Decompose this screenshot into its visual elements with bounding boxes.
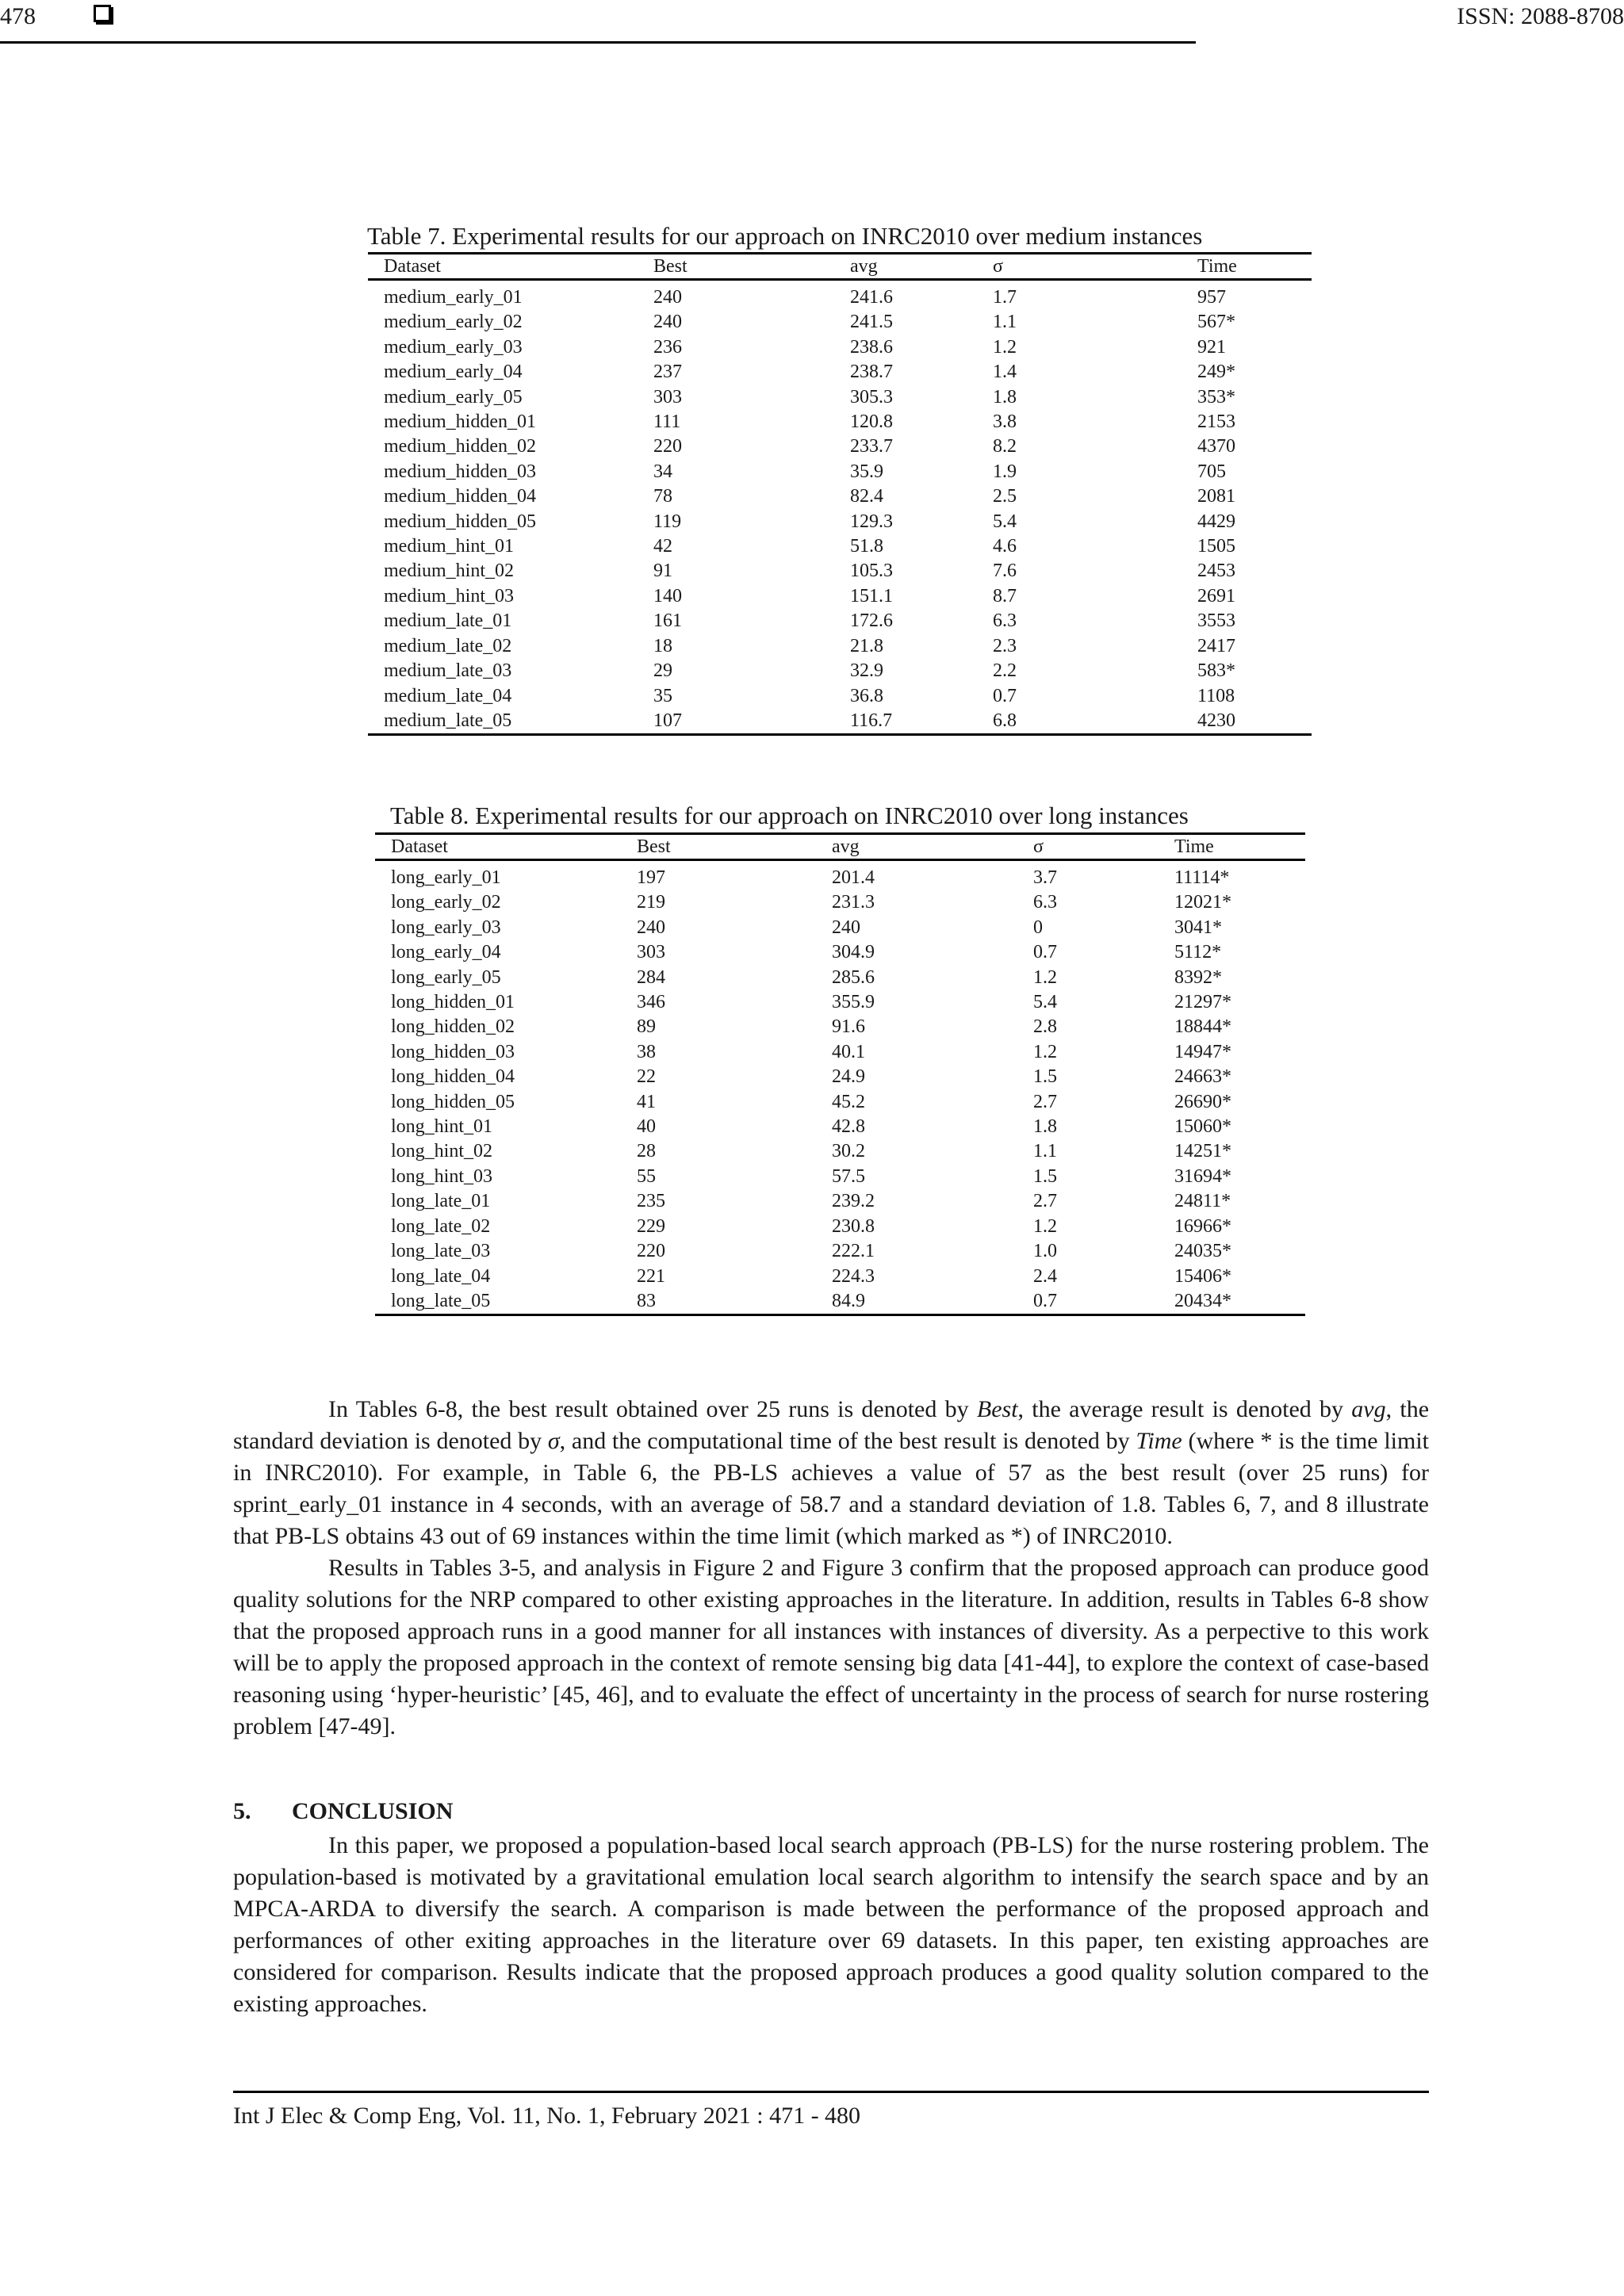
table7-column-header: avg [834, 254, 977, 280]
table-row [375, 1265, 1305, 1289]
table-cell: 1.2 [993, 336, 1017, 358]
table-cell: 26690* [1174, 1091, 1231, 1112]
table-cell: 2417 [1197, 635, 1235, 656]
table-cell: 11114* [1174, 867, 1230, 888]
table-cell: 84.9 [816, 1289, 1017, 1315]
table-row [375, 966, 1305, 990]
table-cell: medium_hidden_01 [384, 411, 536, 433]
table7-body [368, 280, 1312, 735]
table-cell: long_early_02 [391, 892, 501, 913]
table-cell: 221 [637, 1265, 665, 1287]
table-cell: long_hint_01 [391, 1116, 493, 1138]
table-cell: 237 [653, 362, 682, 383]
table-cell: 4370 [1197, 436, 1235, 457]
table-cell: medium_hidden_02 [384, 436, 536, 457]
table-cell: 230.8 [832, 1215, 875, 1237]
table-cell: 201.4 [832, 867, 875, 888]
table-row [368, 659, 1312, 683]
table-cell: 1.2 [1033, 966, 1057, 988]
table-cell: 0.7 [1033, 942, 1057, 963]
table-cell: 3.8 [993, 411, 1017, 433]
table-row [375, 990, 1305, 1015]
table-cell: 105.3 [850, 561, 893, 582]
table-cell: 7.6 [993, 561, 1017, 582]
table-row [375, 1289, 1305, 1315]
table-cell: 24811* [1174, 1191, 1231, 1212]
table-cell: 2.8 [1033, 1016, 1057, 1038]
table-row [368, 709, 1312, 735]
table-cell: 36.8 [850, 685, 883, 706]
table-cell: medium_hint_02 [384, 561, 514, 582]
table-cell: 6.8 [977, 709, 1182, 735]
table-cell: 24.9 [832, 1066, 865, 1088]
table-cell: long_hint_02 [391, 1141, 493, 1162]
table7-column-header: Best [638, 254, 834, 280]
table-cell: 238.7 [850, 362, 893, 383]
table-cell: 220 [637, 1241, 665, 1262]
table-cell: 8.7 [993, 585, 1017, 607]
table-cell: 83 [621, 1289, 816, 1315]
table-row [375, 1090, 1305, 1115]
table7-column-header: Dataset [368, 254, 638, 280]
table-cell: 1.8 [993, 386, 1017, 408]
table-cell: medium_hidden_03 [384, 461, 536, 482]
table-cell: 235 [637, 1191, 665, 1212]
table-row [368, 609, 1312, 633]
table-cell: 2453 [1197, 561, 1235, 582]
table-row [368, 559, 1312, 584]
table-cell: 583* [1197, 660, 1235, 682]
table-cell: 3.7 [1033, 867, 1057, 888]
table-cell: 219 [637, 892, 665, 913]
table-cell: 107 [638, 709, 834, 735]
table-cell: 197 [637, 867, 665, 888]
table-cell: 82.4 [850, 486, 883, 507]
table-cell: 231.3 [832, 892, 875, 913]
table-row [375, 916, 1305, 940]
table-cell: 705 [1197, 461, 1226, 482]
table-row [375, 1040, 1305, 1065]
table-cell: 3553 [1197, 610, 1235, 632]
table-cell: long_late_03 [391, 1241, 491, 1262]
table-cell: 0.7 [1017, 1289, 1159, 1315]
table-cell: 240 [637, 916, 665, 938]
table-cell: 353* [1197, 386, 1235, 408]
table-cell: 1.1 [1033, 1141, 1057, 1162]
table-cell: 233.7 [850, 436, 893, 457]
table-cell: 1505 [1197, 536, 1235, 557]
table-row [375, 890, 1305, 915]
table-cell: 2.3 [993, 635, 1017, 656]
table-row [368, 634, 1312, 659]
table-cell: 240 [832, 916, 860, 938]
table8-column-header: Best [621, 834, 816, 860]
table-cell: 284 [637, 966, 665, 988]
table-cell: 229 [637, 1215, 665, 1237]
table-cell: 161 [653, 610, 682, 632]
table-row [368, 484, 1312, 509]
table-cell: 55 [637, 1165, 656, 1187]
table-cell: 28 [637, 1141, 656, 1162]
table-row [368, 385, 1312, 410]
table-cell: medium_early_05 [384, 386, 523, 408]
table-row [375, 1165, 1305, 1189]
table-cell: 2.4 [1033, 1265, 1057, 1287]
table-cell: 921 [1197, 336, 1226, 358]
table-cell: long_hidden_03 [391, 1041, 515, 1062]
table-cell: medium_hint_03 [384, 585, 514, 607]
table-cell: 78 [653, 486, 672, 507]
table-cell: 222.1 [832, 1241, 875, 1262]
table-cell: 241.5 [850, 312, 893, 333]
table-cell: 957 [1197, 287, 1226, 308]
table-cell: long_hidden_02 [391, 1016, 515, 1038]
table-cell: 346 [637, 992, 665, 1013]
page-header [0, 0, 1624, 44]
table-cell: 35.9 [850, 461, 883, 482]
table8-column-header: Time [1159, 834, 1305, 860]
table-row [368, 335, 1312, 360]
table-row [368, 510, 1312, 534]
table-cell: 1108 [1197, 685, 1235, 706]
section-heading: 5. CONCLUSION [233, 1798, 454, 1824]
table-cell: 1.4 [993, 362, 1017, 383]
table-cell: 6.3 [993, 610, 1017, 632]
table-cell: 249* [1197, 362, 1235, 383]
table-cell: medium_late_03 [384, 660, 512, 682]
table-cell: 2691 [1197, 585, 1235, 607]
table-cell: 1.7 [993, 287, 1017, 308]
table-cell: long_hidden_04 [391, 1066, 515, 1088]
table-row [375, 1139, 1305, 1164]
table-cell: 220 [653, 436, 682, 457]
table7-column-header: Time [1182, 254, 1312, 280]
table-cell: 1.1 [993, 312, 1017, 333]
table-cell: 129.3 [850, 511, 893, 532]
table-cell: 5.4 [993, 511, 1017, 532]
table-cell: 40.1 [832, 1041, 865, 1062]
table-cell: 18844* [1174, 1016, 1231, 1038]
table-cell: 2153 [1197, 411, 1235, 433]
table-cell: 8.2 [993, 436, 1017, 457]
table-cell: 224.3 [832, 1265, 875, 1287]
page-number: 478 [0, 3, 36, 29]
table-row [375, 1189, 1305, 1214]
table-row [375, 1015, 1305, 1039]
table-row [368, 360, 1312, 385]
table-cell: 2.5 [993, 486, 1017, 507]
table8-column-header: σ [1017, 834, 1159, 860]
table-cell: 20434* [1159, 1289, 1305, 1315]
table7-column-header: σ [977, 254, 1182, 280]
table-cell: 14947* [1174, 1041, 1231, 1062]
table-row [368, 280, 1312, 311]
table-cell: 4230 [1182, 709, 1312, 735]
table-row [375, 1215, 1305, 1239]
table-row [375, 1239, 1305, 1264]
table-cell: 120.8 [850, 411, 893, 433]
table-cell: 35 [653, 685, 672, 706]
table-cell: medium_late_02 [384, 635, 512, 656]
table-cell: 238.6 [850, 336, 893, 358]
table-cell: medium_late_05 [368, 709, 638, 735]
table-cell: 3041* [1174, 916, 1222, 938]
table-cell: 41 [637, 1091, 656, 1112]
table-cell: 355.9 [832, 992, 875, 1013]
table-row [375, 1065, 1305, 1089]
table-cell: 89 [637, 1016, 656, 1038]
table-cell: 24035* [1174, 1241, 1231, 1262]
table-cell: medium_hidden_05 [384, 511, 536, 532]
table-cell: 1.0 [1033, 1241, 1057, 1262]
table-row [368, 460, 1312, 484]
table-cell: 5112* [1174, 942, 1222, 963]
table-cell: 24663* [1174, 1066, 1231, 1088]
table-cell: 2081 [1197, 486, 1235, 507]
table-cell: 303 [637, 942, 665, 963]
table8-column-header: Dataset [375, 834, 621, 860]
table-cell: 140 [653, 585, 682, 607]
table-cell: 31694* [1174, 1165, 1231, 1187]
table-cell: 45.2 [832, 1091, 865, 1112]
table-row [368, 310, 1312, 335]
table-cell: long_late_02 [391, 1215, 491, 1237]
table-cell: 8392* [1174, 966, 1222, 988]
table-cell: 4429 [1197, 511, 1235, 532]
table-cell: 305.3 [850, 386, 893, 408]
table-cell: 1.2 [1033, 1215, 1057, 1237]
table-cell: 1.9 [993, 461, 1017, 482]
table-cell: 2.7 [1033, 1191, 1057, 1212]
table-cell: 51.8 [850, 536, 883, 557]
table-cell: medium_early_03 [384, 336, 523, 358]
table-cell: 6.3 [1033, 892, 1057, 913]
table-row [375, 940, 1305, 965]
table-cell: 303 [653, 386, 682, 408]
table-cell: medium_hidden_04 [384, 486, 536, 507]
table-cell: medium_hint_01 [384, 536, 514, 557]
table-cell: 2.7 [1033, 1091, 1057, 1112]
table-cell: medium_early_02 [384, 312, 523, 333]
table-cell: 239.2 [832, 1191, 875, 1212]
table-cell: 34 [653, 461, 672, 482]
paragraph-2: Results in Tables 3-5, and analysis in Figure 2 and Figure 3 confirm that the proposed approach can produce good quality solutions for the NRP compared to other existing approaches in the literature. In addition, results in Tables 6-8 show that the proposed approach runs in a good manner for all instances with instances of diversity. As a perpective to this work will be to apply the proposed approach in the context of remote sensing big data [41-44], to explore the context of case-based reasoning using ‘hyper-heuristic’ [45, 46], and to evaluate the effect of uncertainty in the process of search for nurse rostering problem [47-49]. [233, 1555, 1429, 1739]
table-row [368, 684, 1312, 709]
table7 [368, 252, 1312, 736]
table-cell: 0.7 [993, 685, 1017, 706]
table7-header-row [368, 254, 1312, 280]
table-cell: 241.6 [850, 287, 893, 308]
table-cell: 119 [653, 511, 682, 532]
table-cell: long_early_05 [391, 966, 501, 988]
table-cell: 285.6 [832, 966, 875, 988]
table-cell: 5.4 [1033, 992, 1057, 1013]
results-discussion [233, 1394, 1429, 1743]
table-cell: long_early_01 [391, 867, 501, 888]
table-cell: 91.6 [832, 1016, 865, 1038]
table-cell: long_hidden_05 [391, 1091, 515, 1112]
table-cell: 42 [653, 536, 672, 557]
table-cell: 1.5 [1033, 1066, 1057, 1088]
table-cell: 240 [653, 287, 682, 308]
table-cell: 236 [653, 336, 682, 358]
table-cell: 29 [653, 660, 672, 682]
table-cell: 21297* [1174, 992, 1231, 1013]
table-cell: 57.5 [832, 1165, 865, 1187]
table-cell: 240 [653, 312, 682, 333]
table-row [375, 860, 1305, 891]
table-cell: medium_late_01 [384, 610, 512, 632]
conclusion-paragraph: In this paper, we proposed a population-based local search approach (PB-LS) for the nurse rostering problem. The population-based is motivated by a gravitational emulation local search algorithm to intensify the search space and by an MPCA-ARDA to diversify the search. A comparison is made between the performance of the proposed approach and performances of other exiting approaches in the literature over 69 datasets. In this paper, ten existing approaches are considered for comparison. Results indicate that the proposed approach produces a good quality solution compared to the existing approaches. [233, 1832, 1429, 2017]
table-cell: 15406* [1174, 1265, 1231, 1287]
table8-column-header: avg [816, 834, 1017, 860]
table-cell: 21.8 [850, 635, 883, 656]
table-cell: medium_early_04 [384, 362, 523, 383]
table-cell: 1.5 [1033, 1165, 1057, 1187]
table8 [375, 832, 1305, 1316]
table-cell: 18 [653, 635, 672, 656]
table-row [368, 410, 1312, 434]
table-cell: 2.2 [993, 660, 1017, 682]
table-cell: 1.2 [1033, 1041, 1057, 1062]
table-cell: long_early_03 [391, 916, 501, 938]
table-cell: long_late_04 [391, 1265, 491, 1287]
table-cell: long_late_01 [391, 1191, 491, 1212]
table-cell: long_early_04 [391, 942, 501, 963]
table-cell: long_late_05 [375, 1289, 621, 1315]
conclusion-text [233, 1830, 1429, 2020]
paragraph-1: In Tables 6-8, the best result obtained over 25 runs is denoted by Best, the average result is denoted by avg, the standard deviation is denoted by σ, and the computational time of the best result is denoted by Time (where * is the time limit in INRC2010). For example, in Table 6, the PB-LS achieves a value of 57 as the best result (over 25 runs) for sprint_early_01 instance in 4 seconds, with an average of 58.7 and a standard deviation of 1.8. Tables 6, 7, and 8 illustrate that PB-LS obtains 43 out of 69 instances within the time limit (which marked as *) of INRC2010. [233, 1396, 1430, 1549]
box-bullet-icon [94, 5, 111, 22]
table-cell: 38 [637, 1041, 656, 1062]
table-cell: 40 [637, 1116, 656, 1138]
table8-header-row [375, 834, 1305, 860]
table-cell: 304.9 [832, 942, 875, 963]
table-cell: 91 [653, 561, 672, 582]
table-cell: 151.1 [850, 585, 893, 607]
table-cell: 172.6 [850, 610, 893, 632]
table-row [375, 1115, 1305, 1139]
table-cell: 42.8 [832, 1116, 865, 1138]
table-cell: 16966* [1174, 1215, 1231, 1237]
page-footer: Int J Elec & Comp Eng, Vol. 11, No. 1, February 2021 : 471 - 480 [233, 2091, 1429, 2130]
issn-label: ISSN: 2088-8708 [1457, 3, 1624, 29]
table8-caption: Table 8. Experimental results for our approach on INRC2010 over long instances [390, 802, 1189, 829]
table-row [368, 584, 1312, 609]
table-row [368, 434, 1312, 459]
table-cell: 22 [637, 1066, 656, 1088]
table-row [368, 534, 1312, 559]
table-cell: 14251* [1174, 1141, 1231, 1162]
table-cell: 15060* [1174, 1116, 1231, 1138]
table8-body [375, 860, 1305, 1315]
table-cell: 30.2 [832, 1141, 865, 1162]
table-cell: 116.7 [834, 709, 977, 735]
table-cell: medium_late_04 [384, 685, 512, 706]
table-cell: 0 [1033, 916, 1043, 938]
table-cell: medium_early_01 [384, 287, 523, 308]
table-cell: 567* [1197, 312, 1235, 333]
table-cell: 4.6 [993, 536, 1017, 557]
table-cell: long_hidden_01 [391, 992, 515, 1013]
table-cell: 1.8 [1033, 1116, 1057, 1138]
table-cell: 12021* [1174, 892, 1231, 913]
table-cell: 32.9 [850, 660, 883, 682]
table7-caption: Table 7. Experimental results for our approach on INRC2010 over medium instances [367, 222, 1203, 250]
table-cell: long_hint_03 [391, 1165, 493, 1187]
table-cell: 111 [653, 411, 681, 433]
